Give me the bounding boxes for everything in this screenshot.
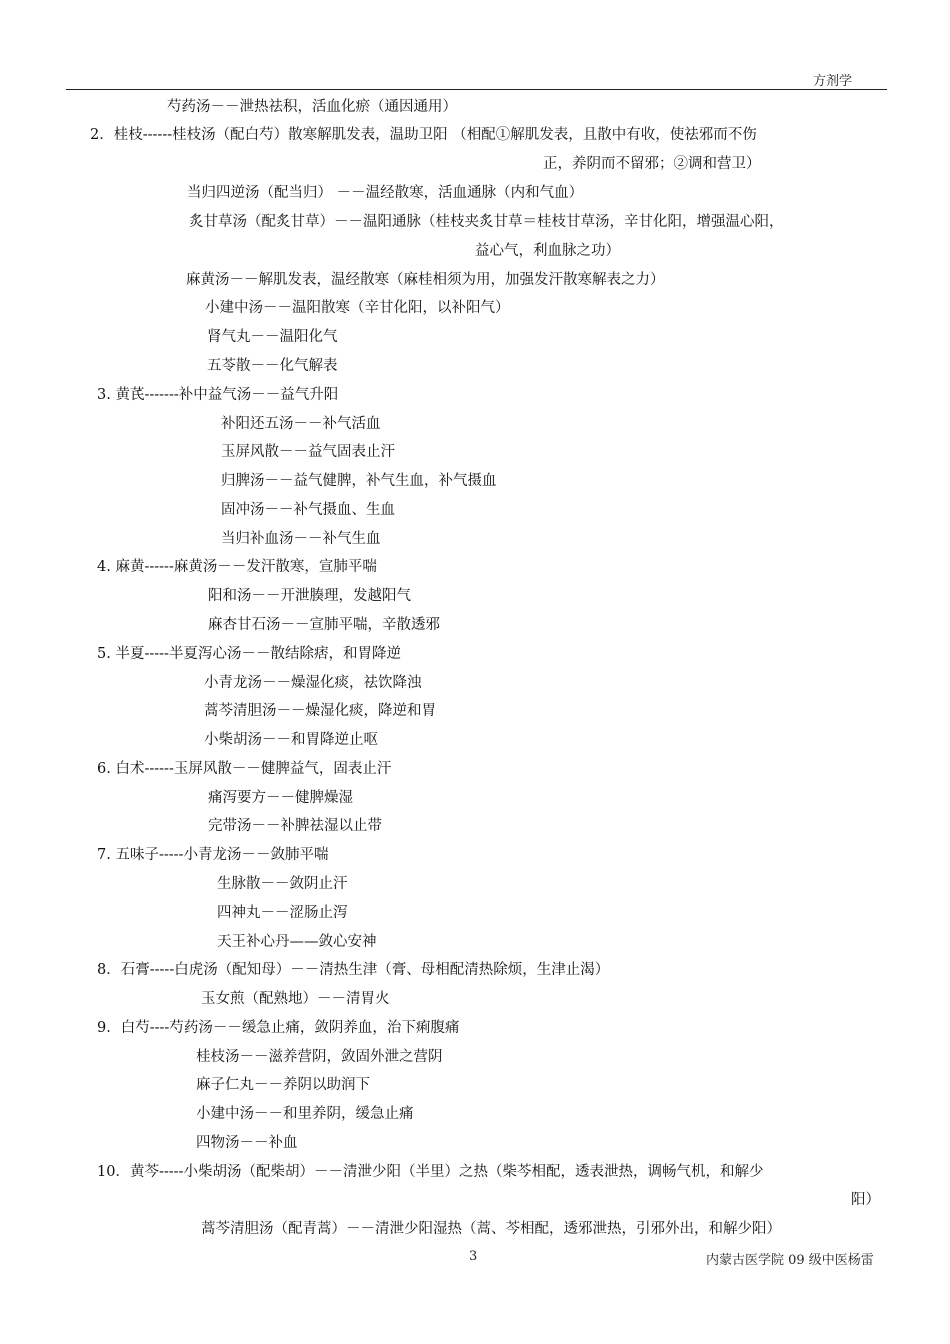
text-line: 麻杏甘石汤－－宣肺平喘，辛散透邪 — [208, 617, 440, 633]
footer-credit: 内蒙古医学院 09 级中医杨雷 — [706, 1253, 874, 1268]
text-line: 小青龙汤－－燥湿化痰，祛饮降浊 — [204, 675, 422, 691]
text-line: 生脉散－－敛阴止汗 — [217, 876, 348, 892]
text-line: 桂枝汤－－滋养营阴，敛固外泄之营阴 — [196, 1049, 443, 1065]
text-line: 蒿芩清胆汤－－燥湿化痰，降逆和胃 — [204, 703, 436, 719]
text-line: 天王补心丹——敛心安神 — [217, 934, 377, 950]
text-line: 五苓散－－化气解表 — [207, 358, 338, 374]
text-line: 四物汤－－补血 — [196, 1135, 298, 1151]
text-line: 芍药汤－－泄热祛积，活血化瘀（通因通用） — [167, 99, 457, 115]
text-line: 肾气丸－－温阳化气 — [207, 329, 338, 345]
text-line: 固冲汤－－补气摄血、生血 — [221, 502, 395, 518]
text-line: 当归四逆汤（配当归） －－温经散寒，活血通脉（内和气血） — [187, 185, 584, 201]
text-line: 10．黄芩-----小柴胡汤（配柴胡）－－清泄少阳（半里）之热（柴芩相配，透表泄热，调畅气机，和解少 — [97, 1164, 764, 1180]
text-line: 小建中汤－－温阳散寒（辛甘化阳，以补阳气） — [205, 300, 510, 316]
running-header: 方剂学 — [812, 74, 852, 89]
text-line: 四神丸－－涩肠止泻 — [217, 905, 348, 921]
page-number: 3 — [469, 1249, 478, 1264]
text-line: 玉屏风散－－益气固表止汗 — [221, 444, 395, 460]
text-line: 麻子仁丸－－养阴以助润下 — [196, 1077, 370, 1093]
text-line: 阳） — [851, 1192, 880, 1208]
text-line: 痛泻要方－－健脾燥湿 — [208, 790, 353, 806]
text-line: 补阳还五汤－－补气活血 — [221, 416, 381, 432]
text-line: 小建中汤－－和里养阴，缓急止痛 — [196, 1106, 414, 1122]
text-line: 麻黄汤－－解肌发表，温经散寒（麻桂相须为用，加强发汗散寒解表之力） — [186, 272, 665, 288]
text-line: 正，养阴而不留邪；②调和营卫） — [543, 156, 761, 172]
text-line: 8．石膏-----白虎汤（配知母）－－清热生津（膏、母相配清热除烦，生津止渴） — [97, 962, 610, 978]
text-line: 玉女煎（配熟地）－－清胃火 — [201, 991, 390, 1007]
text-line: 归脾汤－－益气健脾，补气生血，补气摄血 — [221, 473, 497, 489]
text-line: 益心气，利血脉之功） — [475, 243, 620, 259]
text-line: 9．白芍----芍药汤－－缓急止痛，敛阴养血，治下痢腹痛 — [97, 1020, 460, 1036]
text-line: 6. 白术------玉屏风散－－健脾益气，固表止汗 — [97, 761, 392, 777]
text-line: 炙甘草汤（配炙甘草）－－温阳通脉（桂枝夹炙甘草＝桂枝甘草汤，辛甘化阳，增强温心阳， — [189, 214, 784, 230]
text-line: 完带汤－－补脾祛湿以止带 — [208, 818, 382, 834]
text-line: 阳和汤－－开泄腠理，发越阳气 — [208, 588, 411, 604]
text-line: 4. 麻黄------麻黄汤－－发汗散寒，宣肺平喘 — [97, 559, 377, 575]
text-line: 3. 黄芪-------补中益气汤－－益气升阳 — [97, 387, 339, 403]
text-line: 5. 半夏-----半夏泻心汤－－散结除痞，和胃降逆 — [97, 646, 401, 662]
header-rule — [66, 89, 887, 90]
text-line: 当归补血汤－－补气生血 — [221, 531, 381, 547]
text-line: 蒿芩清胆汤（配青蒿）－－清泄少阳湿热（蒿、芩相配，透邪泄热，引邪外出，和解少阳） — [201, 1221, 781, 1237]
text-line: 2．桂枝------桂枝汤（配白芍）散寒解肌发表，温助卫阳 （相配①解肌发表，且散中有收，使祛邪而不伤 — [90, 127, 757, 143]
text-line: 小柴胡汤－－和胃降逆止呕 — [204, 732, 378, 748]
text-line: 7. 五味子-----小青龙汤－－敛肺平喘 — [97, 847, 329, 863]
